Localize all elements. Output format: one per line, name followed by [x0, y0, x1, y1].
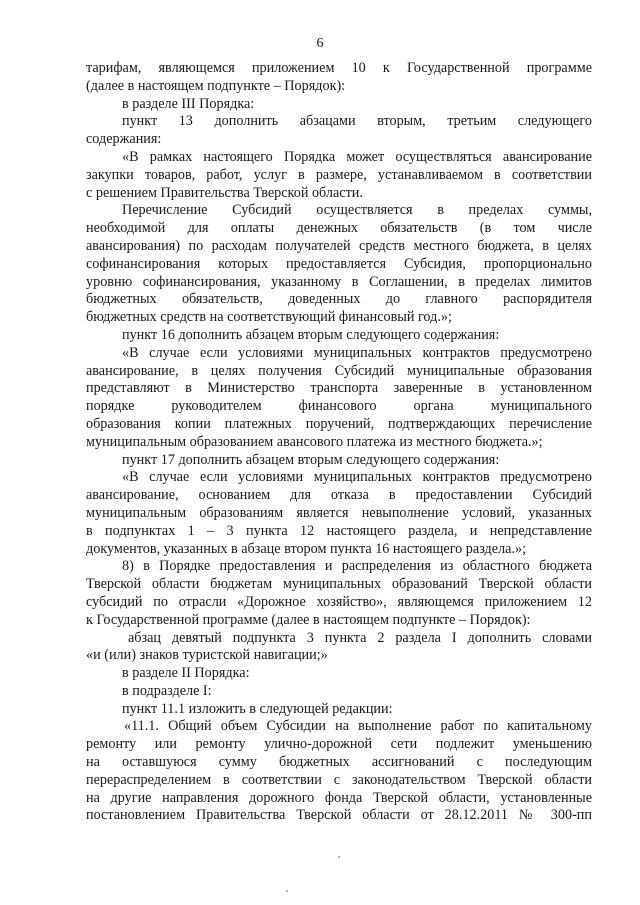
- text-line: «11.1. Общий объем Субсидии на выполнение работ по капитальному: [124, 718, 592, 735]
- text-line: бюджетных обязательств, доведенных до главного распорядителя: [86, 291, 592, 308]
- text-line: абзац девятый подпункта 3 пункта 2 раздела I дополнить словами: [128, 629, 592, 646]
- text-line: постановлением Правительства Тверской области от 28.12.2011 № 300-пп: [86, 807, 592, 824]
- text-line: ремонту или ремонту улично-дорожной сети подлежит уменьшению: [86, 736, 592, 753]
- text-line: на другие направления дорожного фонда Тверской области, установленные: [86, 789, 592, 806]
- text-line: в разделе II Порядка:: [122, 665, 250, 682]
- text-line: авансирования) по расходам получателей средств местного бюджета, в целях: [86, 237, 592, 254]
- text-line: «В рамках настоящего Порядка может осуществляться авансирование: [122, 148, 592, 165]
- text-line: субсидий по отрасли «Дорожное хозяйство», являющемся приложением 12: [86, 593, 592, 610]
- text-line: тарифам, являющемся приложением 10 к Государственной программе: [86, 60, 592, 76]
- text-line: «и (или) знаков туристской навигации;»: [86, 647, 328, 664]
- text-line: «В случае если условиями муниципальных контрактов предусмотрено: [122, 469, 592, 486]
- page-number: 6: [316, 36, 324, 51]
- text-line: «В случае если условиями муниципальных контрактов предусмотрено: [122, 344, 592, 361]
- text-line: к Государственной программе (далее в настоящем подпункте – Порядок):: [86, 611, 531, 628]
- text-line: на оставшуюся сумму бюджетных ассигнований с последующим: [86, 754, 592, 771]
- text-line: муниципальным образованиям является невыполнение условий, указанных: [86, 504, 592, 521]
- text-line: перераспределением в соответствии с законодательством Тверской области: [86, 771, 592, 788]
- text-line: (далее в настоящем подпункте – Порядок):: [86, 77, 346, 94]
- text-line: бюджетных средств на соответствующий финансовый год.»;: [86, 309, 452, 326]
- text-line: представляют в Министерство транспорта заверенные в установленном: [86, 380, 592, 397]
- text-line: софинансирования которых предоставляется Субсидия, пропорционально: [86, 255, 592, 272]
- text-line: пункт 11.1 изложить в следующей редакции:: [122, 700, 393, 717]
- text-line: Перечисление Субсидий осуществляется в пределах суммы,: [122, 202, 592, 219]
- text-line: порядке руководителем финансового органа муниципального: [86, 398, 592, 415]
- text-line: в подпунктах 1 – 3 пункта 12 настоящего раздела, и непредставление: [86, 522, 592, 539]
- text-line: муниципальным образованием авансового платежа из местного бюджета.»;: [86, 433, 543, 450]
- text-line: пункт 13 дополнить абзацами вторым, третьим следующего: [122, 113, 592, 130]
- text-line: закупки товаров, работ, услуг в размере, устанавливаемом в соответствии: [86, 166, 592, 183]
- text-line: 8) в Порядке предоставления и распределения из областного бюджета: [122, 558, 592, 575]
- scan-speck: [338, 856, 340, 858]
- text-line: авансирование, основанием для отказа в предоставлении Субсидий: [86, 487, 592, 504]
- text-line: с решением Правительства Тверской области.: [86, 184, 363, 201]
- text-line: содержания:: [86, 131, 162, 148]
- text-line: пункт 17 дополнить абзацем вторым следующего содержания:: [122, 451, 500, 468]
- text-line: Тверской области бюджетам муниципальных образований Тверской области: [86, 576, 592, 593]
- text-line: документов, указанных в абзаце втором пункта 16 настоящего раздела.»;: [86, 540, 527, 557]
- text-line: уровню софинансирования, указанному в Соглашении, в пределах лимитов: [86, 273, 592, 290]
- text-line: в подразделе I:: [122, 682, 212, 699]
- document-body: [86, 60, 592, 825]
- text-line: необходимой для оплаты денежных обязательств (в том числе: [86, 220, 592, 237]
- text-line: образования копии платежных поручений, подтверждающих перечисление: [86, 415, 592, 432]
- text-line: авансирование, в целях получения Субсидий муниципальные образования: [86, 362, 592, 379]
- scan-speck: [286, 890, 288, 892]
- text-line: пункт 16 дополнить абзацем вторым следующего содержания:: [122, 326, 500, 343]
- text-line: в разделе III Порядка:: [122, 95, 255, 112]
